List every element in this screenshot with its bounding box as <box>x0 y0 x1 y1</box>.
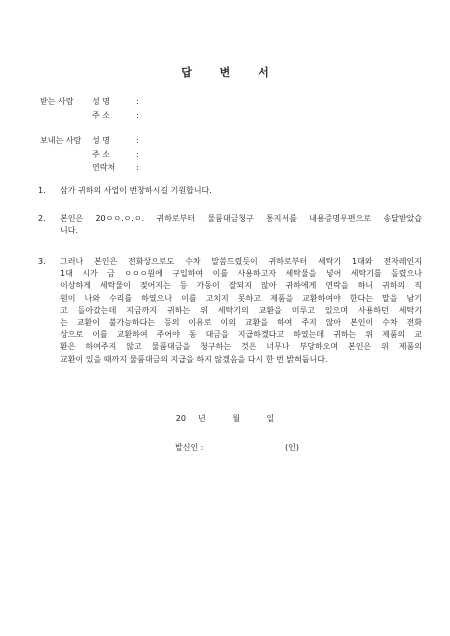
date-line <box>0 413 450 424</box>
sender-contact-label: 연락처 <box>92 163 116 172</box>
date-year-unit: 년 <box>197 414 206 423</box>
sender-label: 보내는 사람 <box>40 136 82 145</box>
paragraph-line: 니다. <box>60 226 78 236</box>
sender-name-colon: : <box>136 136 139 145</box>
paragraph-line: 삼가 귀하의 사업이 번창하시길 기원합니다. <box>60 186 212 195</box>
sender-address-colon: : <box>136 150 139 159</box>
recipient-address-label: 주 소 <box>92 111 110 120</box>
paragraph-line: 원이 나와 수리를 하였으나 이를 고치지 못하고 제품을 교환하여야 한다는 말을 남기 <box>60 293 422 303</box>
paragraph-line: 환은 하여주지 않고 물품대금을 청구하는 것은 너무나 부당하오며 본인은 위 제품의 <box>60 342 422 352</box>
paragraph-2 <box>38 213 422 237</box>
recipient-name-colon: : <box>136 97 139 106</box>
paragraph-line: 상으로 이를 교환하여 주어야 동 대금을 지급하겠다고 하였는데 귀하는 위 제품의 교 <box>60 330 422 340</box>
date-month: 월 <box>232 414 240 423</box>
paragraph-number: 1. <box>38 186 46 195</box>
paragraph-line: 는 교환이 불가능하다는 등의 이유로 이의 교환을 하여 주지 않아 본인이 수차 전화 <box>60 318 422 328</box>
recipient-name-label: 성 명 <box>92 97 110 106</box>
date-year: 20 <box>175 414 186 423</box>
paragraph-line: 본인은 20ㅇㅇ.ㅇ.ㅇ. 귀하로부터 물품대금청구 통지서를 내용증명우편으로 송달받았습 <box>60 214 422 223</box>
sender-address-label: 주 소 <box>92 150 110 159</box>
paragraph-number: 2. <box>38 214 46 223</box>
signature-label: 발신인 : <box>175 443 204 452</box>
paragraph-line: 고 돌아갔는데 지금까지 귀하는 위 세탁기의 교환을 미루고 있으며 사용하던 세탁기 <box>60 305 422 315</box>
paragraph-line: 그러나 본인은 전화상으로도 수차 말씀드렸듯이 귀하로부터 세탁기 1대와 전자레인지 <box>60 257 422 266</box>
paragraph-line: 이상하게 세탁물이 젖어지는 등 가동이 잘되지 않아 귀하에게 연락을 하니 귀하의 직 <box>60 281 422 291</box>
recipient-label: 받는 사람 <box>40 97 74 106</box>
date-day: 일 <box>266 414 275 423</box>
paragraph-3 <box>38 256 422 366</box>
signature-line <box>175 442 299 453</box>
paragraph-1 <box>38 185 422 197</box>
paragraph-line: 1대 시가 금 ㅇㅇㅇ원에 구입하여 이를 사용하고자 세탁물을 넣어 세탁기를 돌렸으나 <box>60 269 422 279</box>
paragraph-number: 3. <box>38 257 46 266</box>
sender-name-label: 성 명 <box>92 136 110 145</box>
recipient-address-colon: : <box>136 111 139 120</box>
document-title: 답 변 서 <box>181 66 281 79</box>
seal-mark: (인) <box>285 443 299 452</box>
sender-contact-colon: : <box>136 163 139 172</box>
paragraph-line: 교환이 있을 때까지 물품대금의 지급을 하지 않겠음을 다시 한 번 밝혀둡니다. <box>60 354 328 364</box>
